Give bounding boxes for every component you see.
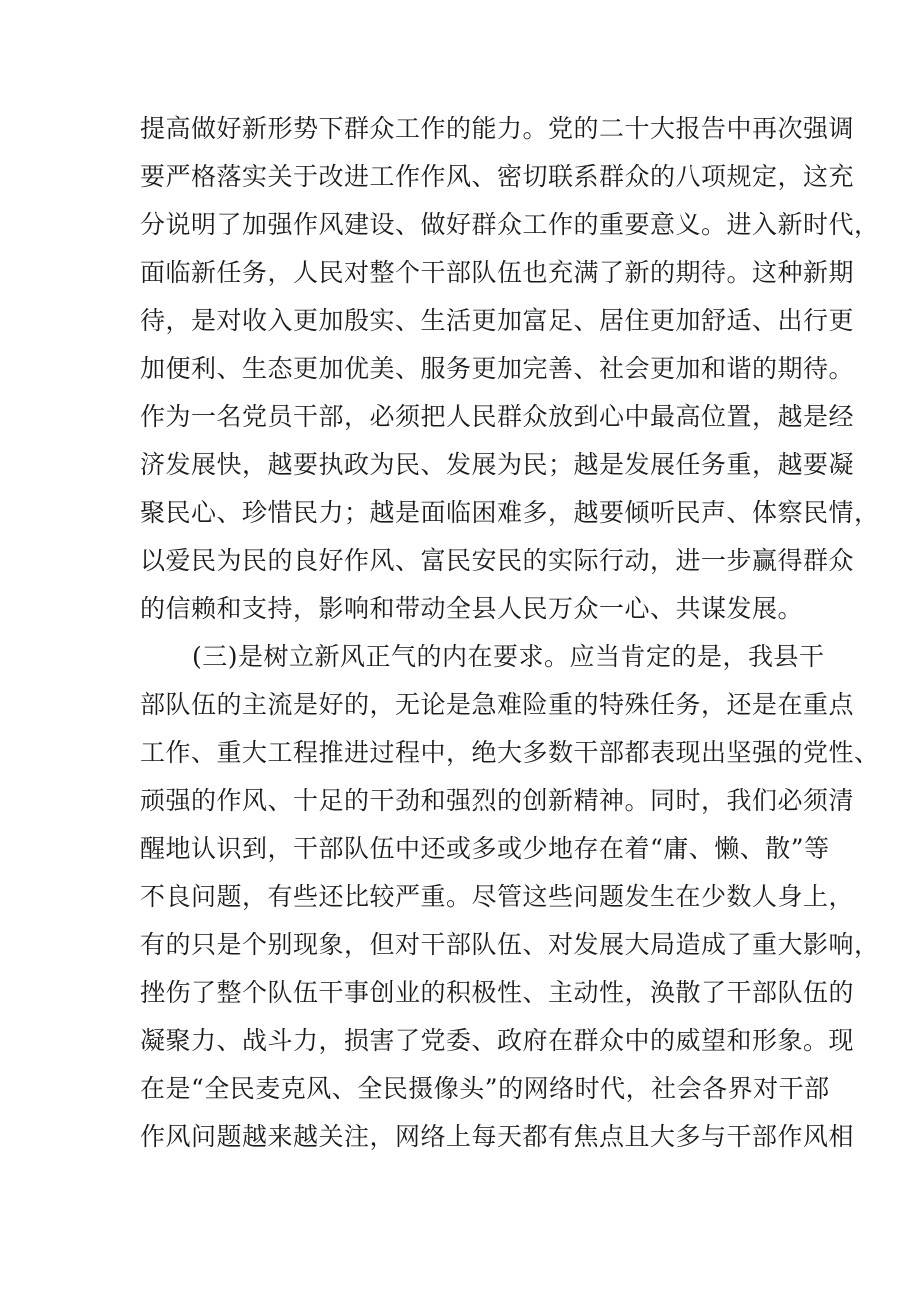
text-line: 顽强的作风、十足的干劲和强烈的创新精神。同时，我们必须清	[140, 786, 855, 815]
text-line: 有的只是个别现象，但对干部队伍、对发展大局造成了重大影响，	[140, 930, 880, 959]
section-heading-line: (三)是树立新风正气的内在要求。应当肯定的是，我县干	[192, 642, 825, 671]
text-line: 在是“全民麦克风、全民摄像头”的网络时代，社会各界对干部	[140, 1074, 830, 1103]
text-line: 工作、重大工程推进过程中，绝大多数干部都表现出坚强的党性、	[140, 738, 880, 767]
text-line: 面临新任务，人民对整个干部队伍也充满了新的期待。这种新期	[140, 258, 855, 287]
text-line: 作为一名党员干部，必须把人民群众放到心中最高位置，越是经	[140, 402, 855, 431]
text-line: 部队伍的主流是好的，无论是急难险重的特殊任务，还是在重点	[140, 690, 855, 719]
text-line: 分说明了加强作风建设、做好群众工作的重要意义。进入新时代，	[140, 210, 880, 239]
text-line: 作风问题越来越关注，网络上每天都有焦点且大多与干部作风相	[140, 1122, 855, 1151]
text-line: 醒地认识到，干部队伍中还或多或少地存在着“庸、懒、散”等	[140, 834, 830, 863]
text-line: 要严格落实关于改进工作作风、密切联系群众的八项规定，这充	[140, 162, 855, 191]
text-line: 提高做好新形势下群众工作的能力。党的二十大报告中再次强调	[140, 114, 855, 143]
text-line: 挫伤了整个队伍干事创业的积极性、主动性，涣散了干部队伍的	[140, 978, 855, 1007]
text-line: 不良问题，有些还比较严重。尽管这些问题发生在少数人身上，	[140, 882, 855, 911]
text-line: 加便利、生态更加优美、服务更加完善、社会更加和谐的期待。	[140, 354, 855, 383]
text-line: 待，是对收入更加殷实、生活更加富足、居住更加舒适、出行更	[140, 306, 855, 335]
text-line: 聚民心、珍惜民力；越是面临困难多，越要倾听民声、体察民情，	[140, 498, 880, 527]
text-line: 以爱民为民的良好作风、富民安民的实际行动，进一步赢得群众	[140, 546, 855, 575]
text-line: 凝聚力、战斗力，损害了党委、政府在群众中的威望和形象。现	[140, 1026, 855, 1055]
paragraph-end-line: 的信赖和支持，影响和带动全县人民万众一心、共谋发展。	[140, 594, 804, 623]
text-line: 济发展快，越要执政为民、发展为民；越是发展任务重，越要凝	[140, 450, 855, 479]
